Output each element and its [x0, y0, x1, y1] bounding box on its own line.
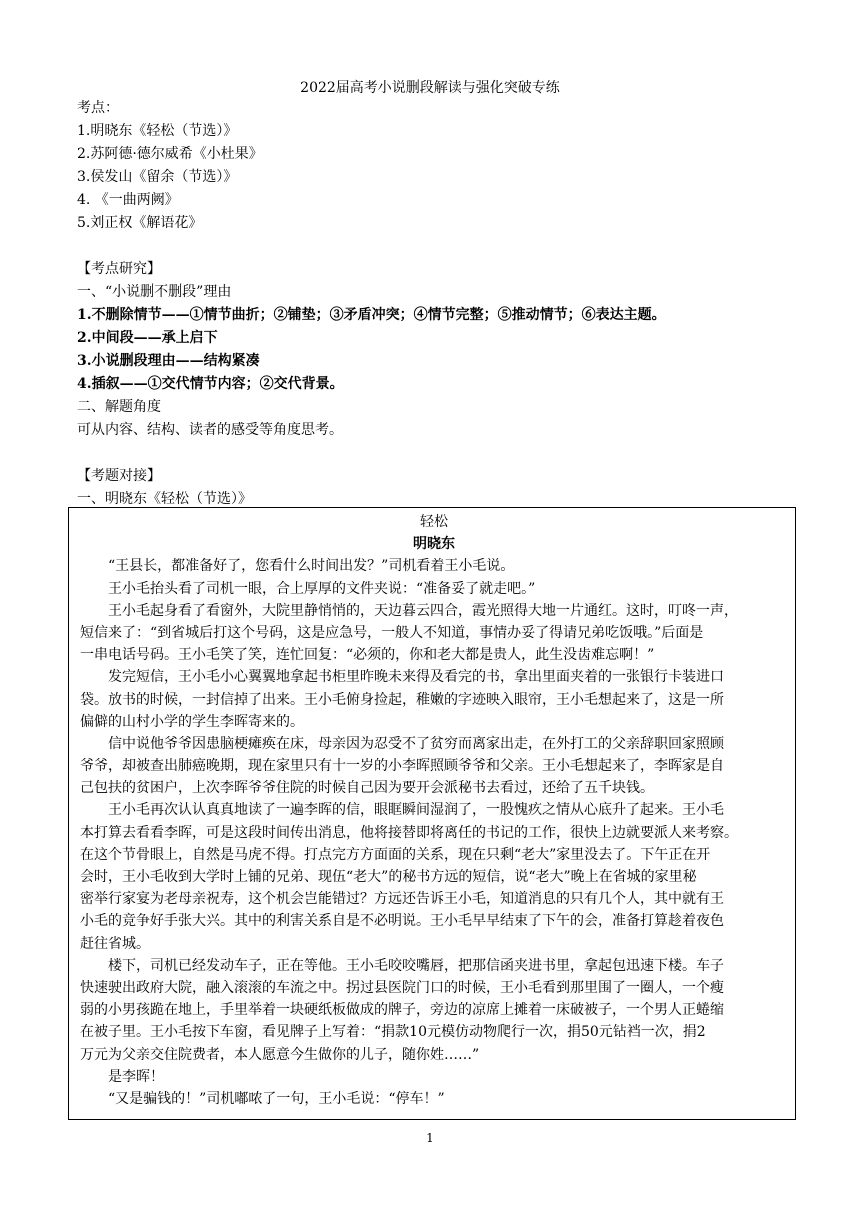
story-line: 是李晖！ [108, 1068, 164, 1085]
yanjiu-section-2: 二、解题角度 [77, 399, 161, 415]
story-line: 在这个节骨眼上，自然是马虎不得。打点完方方面面的关系，现在只剩“老大”家里没去了。下午正在开 [80, 846, 711, 863]
story-line: 偏僻的山村小学的学生李晖寄来的。 [80, 713, 304, 730]
story-line: “王县长，都准备好了，您看什么时间出发？”司机看着王小毛说。 [108, 558, 515, 575]
story-line: 爷爷，却被查出肺癌晚期，现在家里只有十一岁的小李晖照顾爷爷和父亲。王小毛想起来了，李晖家是自 [80, 758, 724, 775]
yanjiu-heading: 【考点研究】 [77, 261, 161, 277]
story-line: 弱的小男孩跪在地上，手里举着一块硬纸板做成的牌子，旁边的凉席上摊着一床破被子，一个男人正蜷缩 [80, 1002, 724, 1019]
yanjiu-point: 3.小说删段理由——结构紧凑 [77, 353, 260, 369]
yanjiu-point: 2.中间段——承上启下 [77, 330, 218, 346]
story-line: 发完短信，王小毛小心翼翼地拿起书柜里昨晚未来得及看完的书，拿出里面夹着的一张银行卡装进口 [108, 669, 724, 686]
kaodian-heading: 考点： [77, 100, 119, 116]
story-line: 赶往省城。 [80, 935, 150, 952]
story-line: 万元为父亲交住院费者，本人愿意今生做你的儿子，随你姓……” [80, 1046, 480, 1063]
story-line: “又是骗钱的！”司机嘟哝了一句，王小毛说：“停车！” [108, 1090, 445, 1107]
story-title: 轻松 [420, 514, 448, 530]
story-line: 小毛的竞争好手张大兴。其中的利害关系自是不必明说。王小毛早早结束了下午的会，准备打算趁着夜色 [80, 913, 724, 930]
story-line: 王小毛再次认认真真地读了一遍李晖的信，眼眶瞬间湿润了，一股愧疚之情从心底升了起来。王小毛 [108, 802, 724, 819]
page-number: 1 [426, 1131, 434, 1145]
kaodian-item: 3.侯发山《留余（节选）》 [77, 169, 238, 185]
yanjiu-point: 4.插叙——①交代情节内容；②交代背景。 [77, 376, 344, 392]
story-line: 密举行家宴为老母亲祝寿，这个机会岂能错过？方远还告诉王小毛，知道消息的只有几个人，其中就有王 [80, 891, 724, 908]
story-line: 王小毛抬头看了司机一眼，合上厚厚的文件夹说：“准备妥了就走吧。” [108, 580, 536, 597]
story-line: 王小毛起身看了看窗外，大院里静悄悄的，天边暮云四合，霞光照得大地一片通红。这时，叮咚一声， [108, 602, 738, 619]
story-line: 会时，王小毛收到大学时上铺的兄弟、现伍“老大”的秘书方远的短信，说“老大”晚上在省城的家里秘 [80, 869, 697, 885]
kaodian-item: 4. 《一曲两阙》 [77, 192, 179, 208]
yanjiu-angle: 可从内容、结构、读者的感受等角度思考。 [77, 422, 343, 438]
story-line: 己包扶的贫困户，上次李晖爷爷住院的时候自己因为要开会派秘书去看过，还给了五千块钱。 [80, 780, 654, 797]
kaodian-item: 5.刘正权《解语花》 [77, 215, 203, 231]
duijie-section-1: 一、明晓东《轻松（节选）》 [77, 491, 252, 507]
kaodian-section [77, 97, 797, 511]
story-author: 明晓东 [413, 536, 455, 553]
yanjiu-point: 1.不删除情节——①情节曲折；②铺垫；③矛盾冲突；④情节完整；⑤推动情节；⑥表达主题。 [77, 307, 666, 323]
story-line: 袋。放书的时候，一封信掉了出来。王小毛俯身捡起，稚嫩的字迹映入眼帘，王小毛想起来了，这是一所 [80, 691, 724, 708]
story-box [68, 507, 796, 1120]
story-line: 短信来了：“到省城后打这个号码，这是应急号，一般人不知道，事情办妥了得请兄弟吃饭哦。”后面是 [80, 624, 704, 641]
kaodian-item: 2.苏阿德·德尔威希《小杜果》 [77, 146, 263, 162]
document-title: 2022届高考小说删段解读与强化突破专练 [300, 80, 560, 96]
duijie-heading: 【考题对接】 [77, 468, 161, 484]
kaodian-item: 1.明晓东《轻松（节选）》 [77, 123, 238, 139]
story-line: 信中说他爷爷因患脑梗瘫痪在床，母亲因为忍受不了贫穷而离家出走，在外打工的父亲辞职回家照顾 [108, 735, 724, 752]
yanjiu-section-1: 一、“小说删不删段”理由 [77, 284, 232, 300]
story-line: 本打算去看看李晖，可是这段时间传出消息，他将接替即将离任的书记的工作，很快上边就要派人来考察。 [80, 824, 738, 841]
story-line: 楼下，司机已经发动车子，正在等他。王小毛咬咬嘴唇，把那信函夹进书里，拿起包迅速下楼。车子 [108, 957, 724, 974]
story-line: 一串电话号码。王小毛笑了笑，连忙回复：“必须的，你和老大都是贵人，此生没齿难忘啊！” [80, 647, 655, 664]
story-line: 在被子里。王小毛按下车窗，看见牌子上写着：“捐款10元模仿动物爬行一次，捐50元钻裆一次，捐2 [80, 1024, 706, 1041]
story-line: 快速驶出政府大院，融入滚滚的车流之中。拐过县医院门口的时候，王小毛看到那里围了一圈人，一个瘦 [80, 979, 724, 996]
